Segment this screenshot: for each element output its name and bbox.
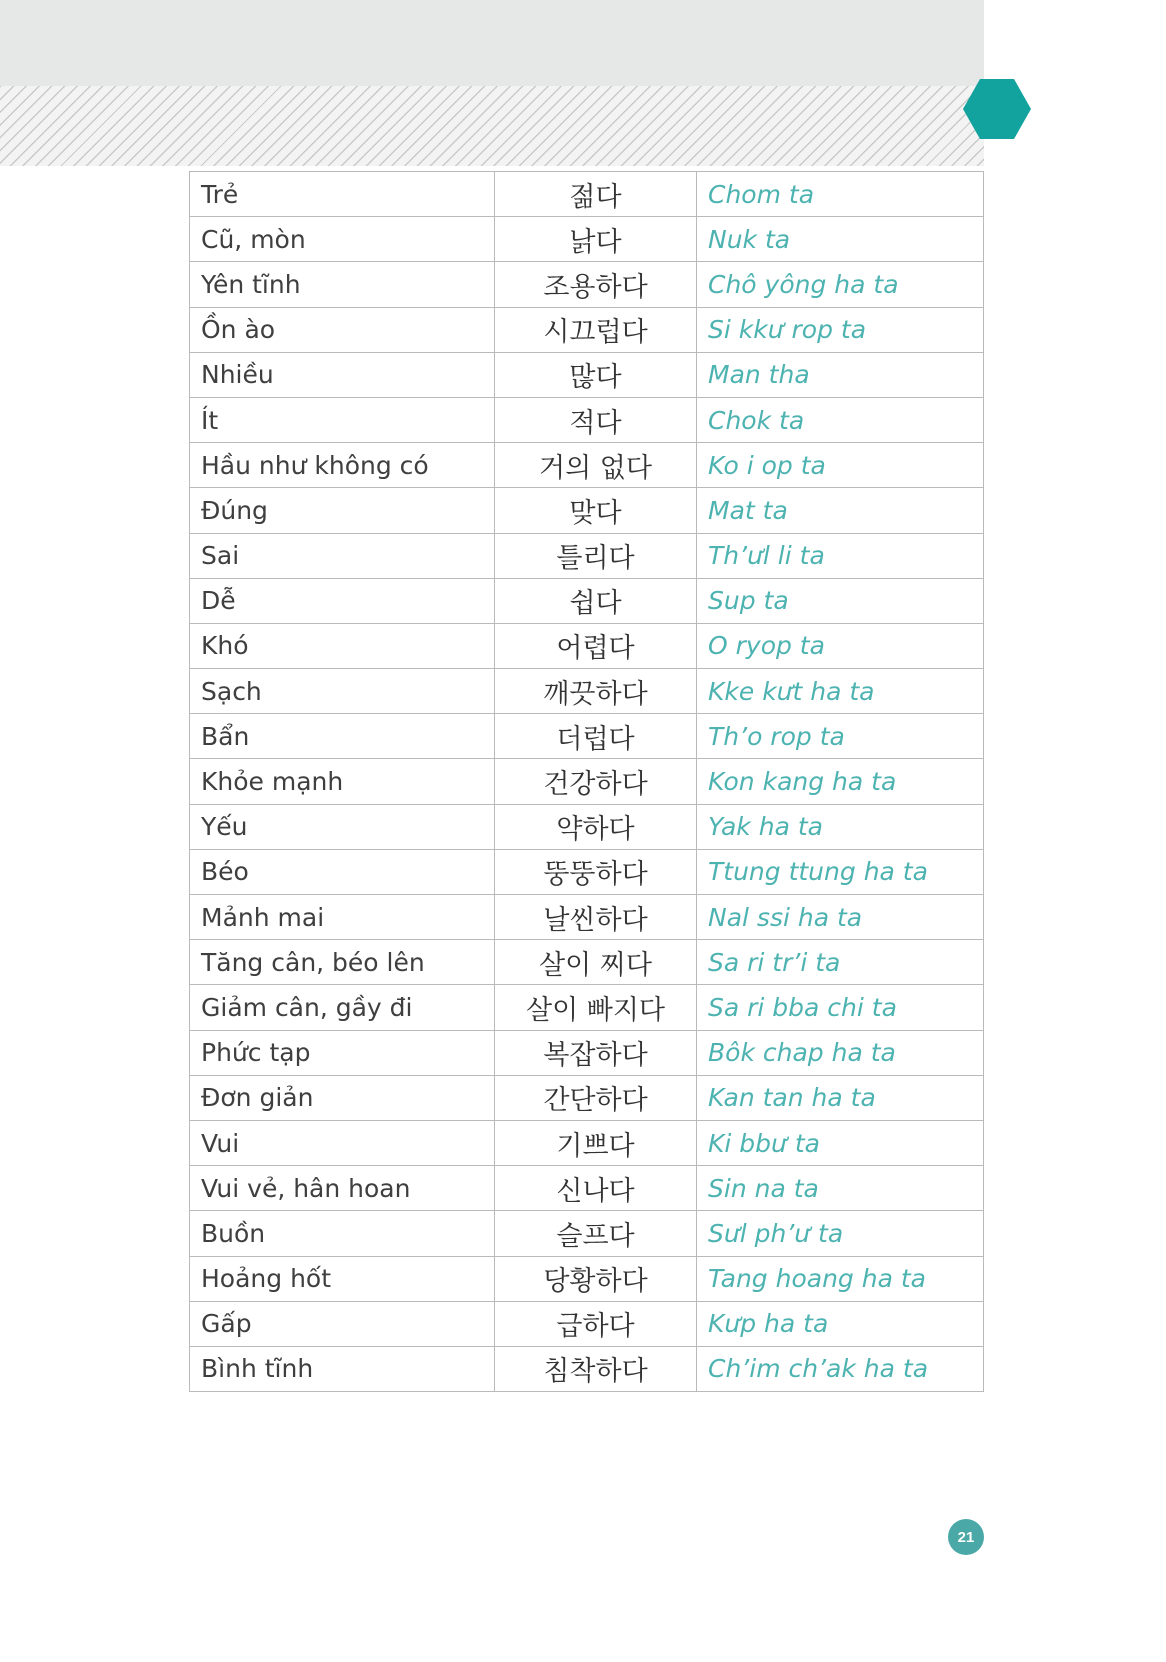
pronunciation: Bôk chap ha ta [697, 1030, 984, 1075]
table-row [190, 1346, 984, 1391]
pronunciation: Chô yông ha ta [697, 262, 984, 307]
pronunciation: Si kkư rop ta [697, 307, 984, 352]
korean-word: 건강하다 [495, 759, 697, 804]
header-band [0, 0, 984, 86]
table-row [190, 307, 984, 352]
header-hatch-stripe [0, 86, 984, 166]
vietnamese-word: Yên tĩnh [190, 262, 495, 307]
pronunciation: Th’ưl li ta [697, 533, 984, 578]
korean-word: 낡다 [495, 217, 697, 262]
pronunciation: Ki bbư ta [697, 1120, 984, 1165]
vietnamese-word: Bình tĩnh [190, 1346, 495, 1391]
korean-word: 거의 없다 [495, 443, 697, 488]
table-row [190, 217, 984, 262]
korean-word: 살이 빠지다 [495, 985, 697, 1030]
table-row [190, 1120, 984, 1165]
table-row [190, 895, 984, 940]
table-row [190, 443, 984, 488]
table-row [190, 804, 984, 849]
vietnamese-word: Cũ, mòn [190, 217, 495, 262]
table-row [190, 1030, 984, 1075]
vietnamese-word: Hầu như không có [190, 443, 495, 488]
pronunciation: Man tha [697, 352, 984, 397]
table-row [190, 578, 984, 623]
korean-word: 슬프다 [495, 1211, 697, 1256]
pronunciation: O ryop ta [697, 623, 984, 668]
table-row [190, 849, 984, 894]
table-row [190, 940, 984, 985]
pronunciation: Th’o rop ta [697, 714, 984, 759]
pronunciation: Chom ta [697, 172, 984, 217]
korean-word: 젊다 [495, 172, 697, 217]
table-row [190, 1301, 984, 1346]
vietnamese-word: Khó [190, 623, 495, 668]
table-row [190, 669, 984, 714]
pronunciation: Sup ta [697, 578, 984, 623]
korean-word: 많다 [495, 352, 697, 397]
table-row [190, 1211, 984, 1256]
table-row [190, 714, 984, 759]
table-row [190, 759, 984, 804]
pronunciation: Kon kang ha ta [697, 759, 984, 804]
table-row [190, 397, 984, 442]
korean-word: 조용하다 [495, 262, 697, 307]
korean-word: 맞다 [495, 488, 697, 533]
pronunciation: Yak ha ta [697, 804, 984, 849]
vietnamese-word: Trẻ [190, 172, 495, 217]
pronunciation: Mat ta [697, 488, 984, 533]
korean-word: 쉽다 [495, 578, 697, 623]
vietnamese-word: Tăng cân, béo lên [190, 940, 495, 985]
pronunciation: Chok ta [697, 397, 984, 442]
vietnamese-word: Béo [190, 849, 495, 894]
korean-word: 시끄럽다 [495, 307, 697, 352]
vietnamese-word: Phức tạp [190, 1030, 495, 1075]
pronunciation: Ko i op ta [697, 443, 984, 488]
vietnamese-word: Vui vẻ, hân hoan [190, 1166, 495, 1211]
pronunciation: Sa ri bba chi ta [697, 985, 984, 1030]
vietnamese-word: Hoảng hốt [190, 1256, 495, 1301]
vietnamese-word: Mảnh mai [190, 895, 495, 940]
vietnamese-word: Giảm cân, gầy đi [190, 985, 495, 1030]
vietnamese-word: Khỏe mạnh [190, 759, 495, 804]
korean-word: 틀리다 [495, 533, 697, 578]
vietnamese-word: Gấp [190, 1301, 495, 1346]
hexagon-icon [963, 79, 1031, 139]
korean-word: 뚱뚱하다 [495, 849, 697, 894]
korean-word: 적다 [495, 397, 697, 442]
vietnamese-word: Ít [190, 397, 495, 442]
vietnamese-word: Đơn giản [190, 1075, 495, 1120]
pronunciation: Ttung ttung ha ta [697, 849, 984, 894]
korean-word: 신나다 [495, 1166, 697, 1211]
korean-word: 약하다 [495, 804, 697, 849]
vietnamese-word: Đúng [190, 488, 495, 533]
korean-word: 더럽다 [495, 714, 697, 759]
table-row [190, 1166, 984, 1211]
table-row [190, 262, 984, 307]
korean-word: 급하다 [495, 1301, 697, 1346]
table-row [190, 533, 984, 578]
table-row [190, 488, 984, 533]
korean-word: 깨끗하다 [495, 669, 697, 714]
pronunciation: Sa ri tr’i ta [697, 940, 984, 985]
korean-word: 살이 찌다 [495, 940, 697, 985]
korean-word: 어렵다 [495, 623, 697, 668]
vietnamese-word: Yếu [190, 804, 495, 849]
vietnamese-word: Dễ [190, 578, 495, 623]
korean-word: 간단하다 [495, 1075, 697, 1120]
korean-word: 기쁘다 [495, 1120, 697, 1165]
korean-word: 날씬하다 [495, 895, 697, 940]
vietnamese-word: Vui [190, 1120, 495, 1165]
vietnamese-word: Sạch [190, 669, 495, 714]
vietnamese-word: Ồn ào [190, 307, 495, 352]
pronunciation: Kke kưt ha ta [697, 669, 984, 714]
vietnamese-word: Sai [190, 533, 495, 578]
pronunciation: Sin na ta [697, 1166, 984, 1211]
table-row [190, 1075, 984, 1120]
vocabulary-table-body [190, 172, 984, 1392]
pronunciation: Kưp ha ta [697, 1301, 984, 1346]
pronunciation: Tang hoang ha ta [697, 1256, 984, 1301]
korean-word: 당황하다 [495, 1256, 697, 1301]
korean-word: 복잡하다 [495, 1030, 697, 1075]
page-number: 21 [948, 1519, 984, 1555]
pronunciation: Ch’im ch’ak ha ta [697, 1346, 984, 1391]
vietnamese-word: Bẩn [190, 714, 495, 759]
vietnamese-word: Buồn [190, 1211, 495, 1256]
table-row [190, 623, 984, 668]
korean-word: 침착하다 [495, 1346, 697, 1391]
vietnamese-word: Nhiều [190, 352, 495, 397]
table-row [190, 352, 984, 397]
pronunciation: Nuk ta [697, 217, 984, 262]
vocabulary-table [189, 171, 984, 1392]
pronunciation: Nal ssi ha ta [697, 895, 984, 940]
table-row [190, 172, 984, 217]
table-row [190, 985, 984, 1030]
table-row [190, 1256, 984, 1301]
pronunciation: Kan tan ha ta [697, 1075, 984, 1120]
pronunciation: Sưl ph’ư ta [697, 1211, 984, 1256]
